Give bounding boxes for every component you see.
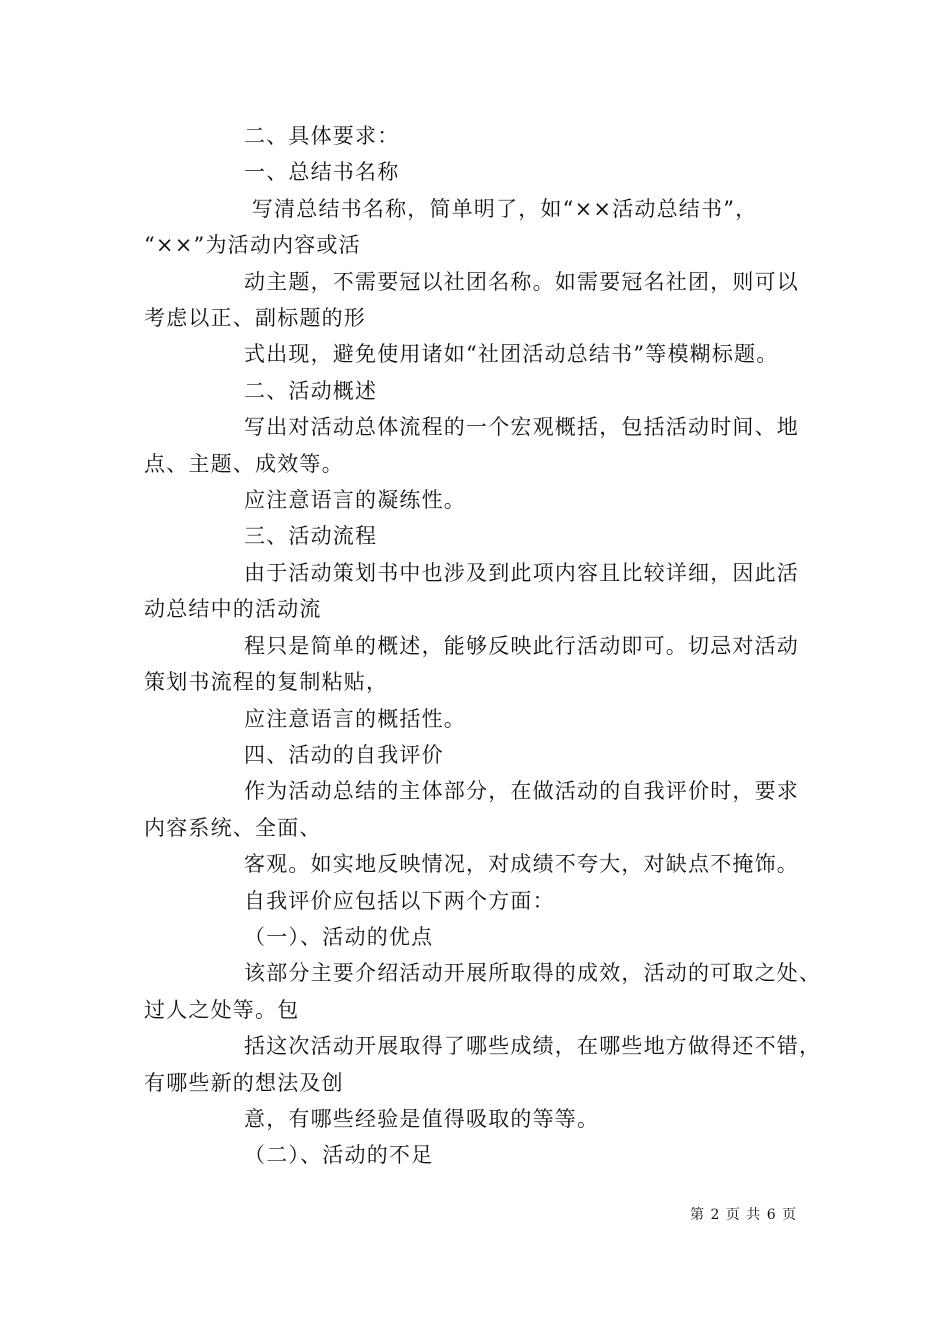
paragraph-line: 作为活动总结的主体部分，在做活动的自我评价时，要求 [244, 779, 799, 804]
paragraph-line: 自我评价应包括以下两个方面： [244, 888, 555, 913]
paragraph-line: 动主题，不需要冠以社团名称。如需要冠名社团，则可以 [244, 269, 799, 294]
paragraph-line: 点、主题、成效等。 [144, 451, 344, 476]
paragraph-line: 过人之处等。包 [144, 997, 300, 1022]
subheading-title-name: 一、总结书名称 [244, 160, 400, 185]
page-number-footer: 第 2 页 共 6 页 [690, 1207, 798, 1223]
subheading-process: 三、活动流程 [244, 524, 378, 549]
paragraph-line: 该部分主要介绍活动开展所取得的成效，活动的可取之处、 [244, 961, 822, 986]
section-heading-requirements: 二、具体要求： [244, 124, 400, 148]
paragraph-line: 写清总结书名称，简单明了，如“××活动总结书”， [244, 196, 758, 221]
paragraph-line: 括这次活动开展取得了哪些成绩，在哪些地方做得还不错， [244, 1034, 822, 1059]
document-body [144, 118, 822, 1174]
subheading-self-evaluation: 四、活动的自我评价 [244, 742, 444, 767]
paragraph-line: 程只是简单的概述，能够反映此行活动即可。切忌对活动 [244, 633, 799, 658]
paragraph-line: 动总结中的活动流 [144, 597, 322, 622]
paragraph-line: 写出对活动总体流程的一个宏观概括，包括活动时间、地 [244, 415, 799, 440]
paragraph-line: “××”为活动内容或活 [144, 233, 361, 258]
paragraph-line: 意，有哪些经验是值得吸取的等等。 [244, 1106, 600, 1131]
paragraph-line: 内容系统、全面、 [144, 815, 322, 840]
paragraph-line: 由于活动策划书中也涉及到此项内容且比较详细，因此活 [244, 560, 799, 585]
paragraph-line: 考虑以正、副标题的形 [144, 306, 366, 331]
paragraph-line: 有哪些新的想法及创 [144, 1070, 344, 1095]
subheading-weaknesses: （二）、活动的不足 [244, 1143, 434, 1168]
subheading-overview: 二、活动概述 [244, 378, 378, 403]
paragraph-line: 应注意语言的凝练性。 [244, 488, 466, 513]
paragraph-line: 应注意语言的概括性。 [244, 706, 466, 731]
paragraph-line: 策划书流程的复制粘贴， [144, 670, 389, 695]
subheading-strengths: （一）、活动的优点 [244, 924, 434, 949]
paragraph-line: 客观。如实地反映情况，对成绩不夸大，对缺点不掩饰。 [244, 852, 799, 877]
paragraph-line: 式出现，避免使用诸如“社团活动总结书”等模糊标题。 [244, 342, 779, 367]
